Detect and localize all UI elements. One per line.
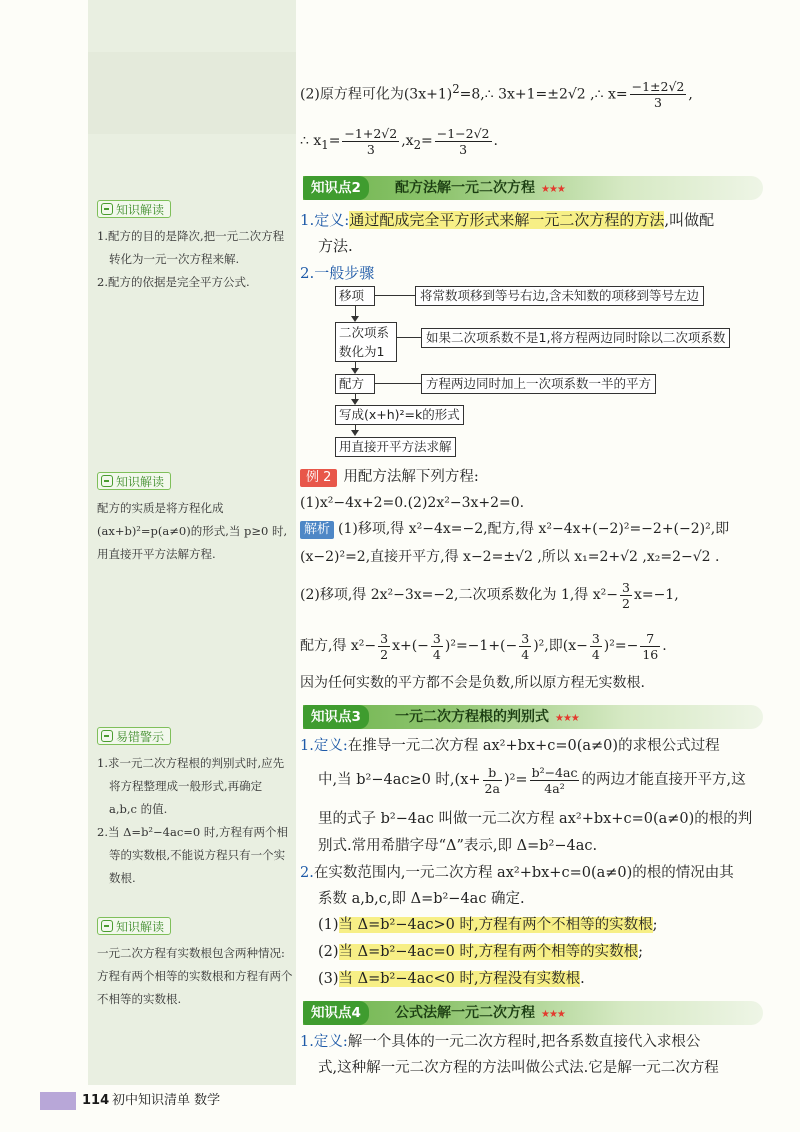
sidebar-top-strip [88, 52, 296, 134]
kp3-p1-line3: 里的式子 b²−4ac 叫做一元二次方程 ax²+bx+c=0(a≠0)的根的判 [318, 811, 753, 827]
equation-line-1: (2)原方程可化为$(3x+1)^2=8,\therefore$ 3x+1=±2√2 ,∴ x= $\frac{-1\pm 2√2}{3}$ , [300, 79, 693, 111]
example-tag: 例 2 [300, 469, 337, 487]
section-title: 公式法解一元二次方程 ★★★ [395, 1005, 565, 1021]
section-tag: 知识点2 [303, 176, 369, 200]
example-2-title: 例 2 用配方法解下列方程: [300, 466, 479, 488]
flow-step-3: 配方 [335, 374, 375, 394]
kp3-p2-line1: 2.在实数范围内,一元二次方程 ax²+bx+c=0(a≠0)的根的情况由其 [300, 865, 734, 881]
flow-note-3: 方程两边同时加上一次项系数一半的平方 [421, 374, 656, 394]
stars-icon: ★★★ [541, 1009, 565, 1020]
flow-note-2: 如果二次项系数不是1,将方程两边同时除以二次项系数 [421, 328, 730, 348]
stars-icon: ★★★ [541, 184, 565, 195]
sidebar-note-4 [97, 917, 293, 1011]
note-icon [101, 475, 113, 487]
section-header-kp3 [303, 705, 763, 729]
kp3-p1-line1: 1.定义:在推导一元二次方程 ax²+bx+c=0(a≠0)的求根公式过程 [300, 738, 720, 754]
kp3-p2-line2: 系数 a,b,c,即 Δ=b²−4ac 确定. [318, 891, 525, 907]
analysis-line-2: (x−2)²=2,直接开平方,得 x−2=±√2 ,所以 x₁=2+√2 ,x₂=2−√2 . [300, 549, 720, 565]
flow-step-1: 移项 [335, 286, 375, 306]
section-header-kp4 [303, 1001, 763, 1025]
note-icon [101, 203, 113, 215]
note-text: 配方的实质是将方程化成(ax+b)²=p(a≠0)的形式,当 p≥0 时,用直接开平方法解方程. [97, 501, 288, 561]
kp2-definition: 1.定义:通过配成完全平方形式来解一元二次方程的方法,叫做配 [300, 211, 715, 229]
kp3-case-3: (3)当 Δ=b²−4ac<0 时,方程没有实数根. [318, 971, 585, 987]
sidebar-note-3 [97, 727, 293, 890]
flow-step-4: 写成(x+h)²=k的形式 [335, 405, 464, 425]
note-tag: 知识解读 [97, 200, 171, 218]
flow-step-2: 二次项系 数化为1 [335, 322, 397, 362]
page-number: 114 [82, 1093, 110, 1108]
kp3-p1-line4: 别式.常用希腊字母“Δ”表示,即 Δ=b²−4ac. [318, 838, 598, 854]
section-title: 配方法解一元二次方程 ★★★ [395, 180, 565, 196]
kp2-definition-cont: 方法. [318, 237, 353, 255]
section-header-kp2 [303, 176, 763, 200]
note-text: 1.求一元二次方程根的判别式时,应先将方程整理成一般形式,再确定 a,b,c 的值. 2.当 Δ=b²−4ac=0 时,方程有两个相等的实数根,不能说方程只有一个实数根. [97, 756, 289, 885]
kp4-p1-line1: 1.定义:解一个具体的一元二次方程时,把各系数直接代入求根公 [300, 1034, 701, 1050]
analysis-line-1: 解析 (1)移项,得 x²−4x=−2,配方,得 x²−4x+(−2)²=−2+(−2)²,即 [300, 518, 729, 540]
section-tag: 知识点4 [303, 1001, 369, 1025]
kp3-case-2: (2)当 Δ=b²−4ac=0 时,方程有两个相等的实数根; [318, 944, 643, 960]
analysis-line-5: 因为任何实数的平方都不会是负数,所以原方程无实数根. [300, 675, 645, 691]
sidebar-note-2 [97, 472, 293, 566]
note-tag: 知识解读 [97, 472, 171, 490]
flow-note-1: 将常数项移到等号右边,含未知数的项移到等号左边 [415, 286, 704, 306]
page-number-bar [40, 1092, 76, 1110]
flow-step-5: 用直接开平方法求解 [335, 437, 456, 457]
note-text: 1.配方的目的是降次,把一元二次方程转化为一元一次方程来解. 2.配方的依据是完全平方公式. [97, 229, 285, 289]
warning-icon [101, 730, 113, 742]
note-tag: 知识解读 [97, 917, 171, 935]
analysis-line-3: (2)移项,得 2x²−3x=−2,二次项系数化为 1,得 x²− $\frac{3}{2}$ x=−1, [300, 579, 679, 611]
page-footer [40, 1090, 340, 1112]
kp3-p1-line2: 中,当 b²−4ac≥0 时,(x+ $\frac{b}{2a}$ )²= $\frac{\text{b²−4ac}}{\text{4a²}}$ 的两边才能直接开平方,这 [318, 764, 746, 796]
kp4-p1-line2: 式,这种解一元二次方程的方法叫做公式法.它是解一元二次方程 [318, 1060, 719, 1076]
warning-tag: 易错警示 [97, 727, 171, 745]
kp3-case-1: (1)当 Δ=b²−4ac>0 时,方程有两个不相等的实数根; [318, 917, 658, 933]
section-tag: 知识点3 [303, 705, 369, 729]
equation-line-2: ∴ $x_1=$ $\frac{-1+2√2}{3}$ $,x_2=$ $\frac{-1-2√2}{3}$ . [300, 125, 498, 157]
example-2-question: (1)x²−4x+2=0.(2)2x²−3x+2=0. [300, 495, 525, 511]
section-title: 一元二次方程根的判别式 ★★★ [395, 709, 579, 725]
analysis-line-4: 配方,得 x²− $\frac{3}{2}$ x+(− $\frac{3}{4}$ )²=−1+(− $\frac{3}{4}$ )²,即(x− $\frac{3}{4}$ )²=− $\frac{7}{16}$ . [300, 630, 667, 662]
analysis-tag: 解析 [300, 521, 334, 539]
kp2-steps-title: 2.一般步骤 [300, 264, 375, 282]
book-title: 初中知识清单 数学 [112, 1093, 221, 1108]
note-text: 一元二次方程有实数根包含两种情况:方程有两个相等的实数根和方程有两个不相等的实数根. [97, 946, 293, 1006]
sidebar-note-1 [97, 200, 293, 294]
note-icon [101, 920, 113, 932]
stars-icon: ★★★ [555, 713, 579, 724]
